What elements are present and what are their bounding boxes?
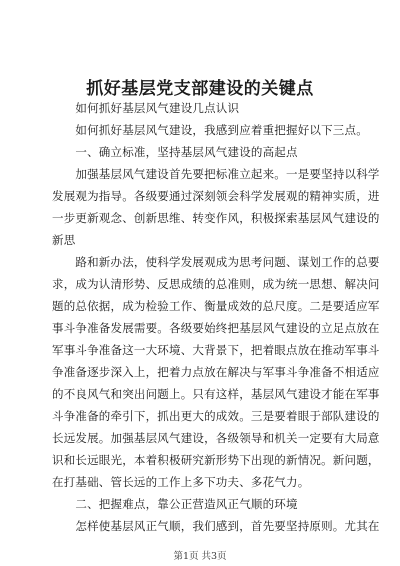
- body-line: 求，成为认清形势、反思成绩的总准则，成为统一思想、解决问: [52, 277, 380, 291]
- body-line: 一步更新观念、创新思维、转变作风，积极探索基层风气建设的: [52, 211, 380, 225]
- body-line: 的不良风气和突出问题上。只有这样，基层风气建设才能在军事: [52, 387, 380, 401]
- body-line: 路和新办法，使科学发展观成为思考问题、谋划工作的总要: [52, 255, 380, 269]
- body-line: 军事斗争准备这一大环境、大背景下，把着眼点放在推动军事斗: [52, 343, 380, 357]
- body-line: 题的总依据，成为检验工作、衡量成效的总尺度。二是要适应军: [52, 299, 380, 313]
- body-line: 事斗争准备发展需要。各级要始终把基层风气建设的立足点放在: [52, 321, 380, 335]
- body-line: 怎样使基层风正气顺，我们感到，首先要坚持原则。尤其在: [52, 519, 380, 533]
- body-line: 新思: [52, 233, 76, 247]
- body-line: 争准备逐步深入上，把着力点放在解决与军事斗争准备不相适应: [52, 365, 380, 379]
- body-line: 在打基础、管长远的工作上多下功夫、多花气力。: [52, 475, 310, 489]
- document-title: 抓好基层党支部建设的关键点: [86, 79, 314, 99]
- body-line: 二、把握难点，靠公正营造风正气顺的环境: [52, 497, 298, 511]
- body-line: 长远发展。加强基层风气建设，各级领导和机关一定要有大局意: [52, 431, 380, 445]
- body-line: 一、确立标准，坚持基层风气建设的高起点: [52, 145, 298, 159]
- document-body: [52, 97, 380, 537]
- page-number-footer: 第1页 共3页: [173, 551, 227, 562]
- body-line: 如何抓好基层风气建设几点认识: [52, 101, 240, 115]
- body-line: 如何抓好基层风气建设，我感到应着重把握好以下三点。: [52, 123, 368, 137]
- body-line: 发展观为指导。各级要通过深刻领会科学发展观的精神实质，进: [52, 189, 380, 203]
- body-line: 识和长远眼光，本着积极研究新形势下出现的新情况。新问题，: [52, 453, 380, 467]
- body-line: 斗争准备的牵引下，抓出更大的成效。三是要着眼于部队建设的: [52, 409, 380, 423]
- body-line: 加强基层风气建设首先要把标准立起来。一是要坚持以科学: [52, 167, 380, 181]
